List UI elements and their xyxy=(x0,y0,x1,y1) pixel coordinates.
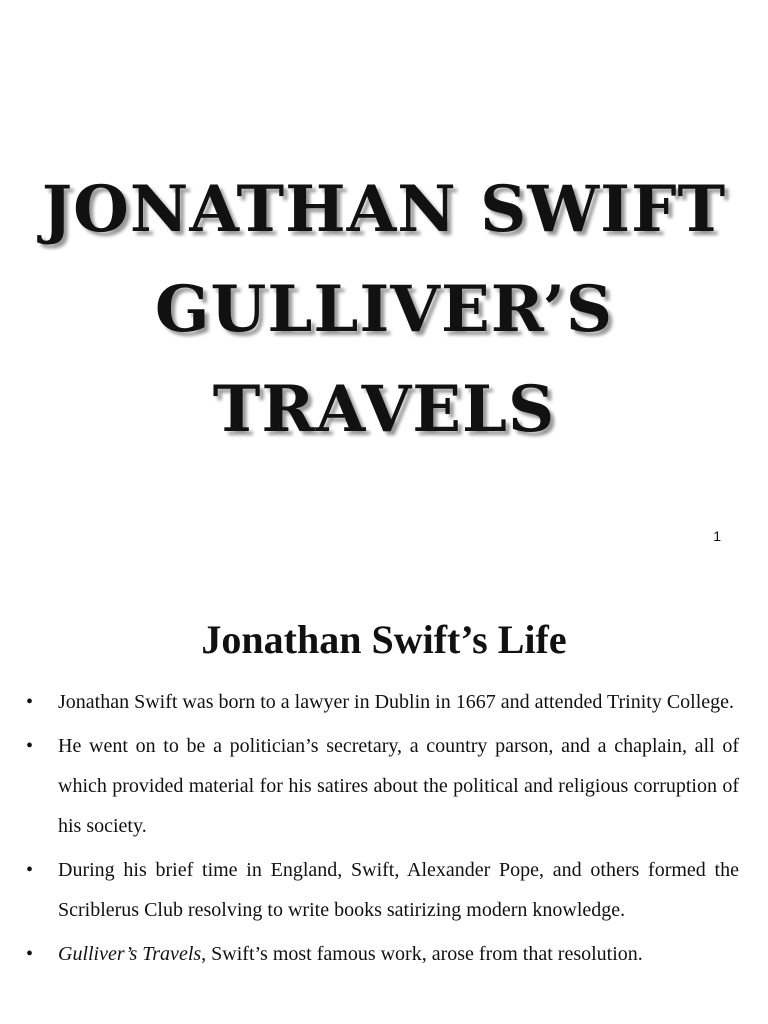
bullet-icon: • xyxy=(26,859,34,881)
bullet-text: During his brief time in England, Swift, Alexander Pope, and others formed the Scriblerus Club resolving to write books satirizing modern knowledge. xyxy=(58,859,739,921)
list-item xyxy=(26,934,739,974)
list-item xyxy=(26,850,739,930)
book-title: Gulliver’s Travels xyxy=(58,943,202,965)
title-line-2: GULLIVER’S xyxy=(154,272,614,347)
bullet-text xyxy=(58,934,739,974)
bullet-text-rest: , Swift’s most famous work, arose from that resolution. xyxy=(201,943,643,965)
bullet-text: He went on to be a politician’s secretary, a country parson, and a chaplain, all of which provided material for his satires about the political and religious corruption of his society. xyxy=(58,735,739,837)
bullet-icon: • xyxy=(26,691,34,713)
list-item xyxy=(26,682,739,722)
title-line-3: TRAVELS xyxy=(212,372,556,447)
title-line-1: JONATHAN SWIFT xyxy=(41,172,727,247)
list-item xyxy=(26,726,739,846)
bullet-icon: • xyxy=(26,943,34,965)
slide-heading: Jonathan Swift’s Life xyxy=(201,617,567,662)
content-slide xyxy=(0,576,768,1024)
bullet-list xyxy=(26,682,739,978)
slide-title xyxy=(0,160,768,460)
bullet-icon: • xyxy=(26,735,34,757)
slide-number: 1 xyxy=(713,528,721,544)
bullet-text: Jonathan Swift was born to a lawyer in Dublin in 1667 and attended Trinity College. xyxy=(58,691,735,713)
